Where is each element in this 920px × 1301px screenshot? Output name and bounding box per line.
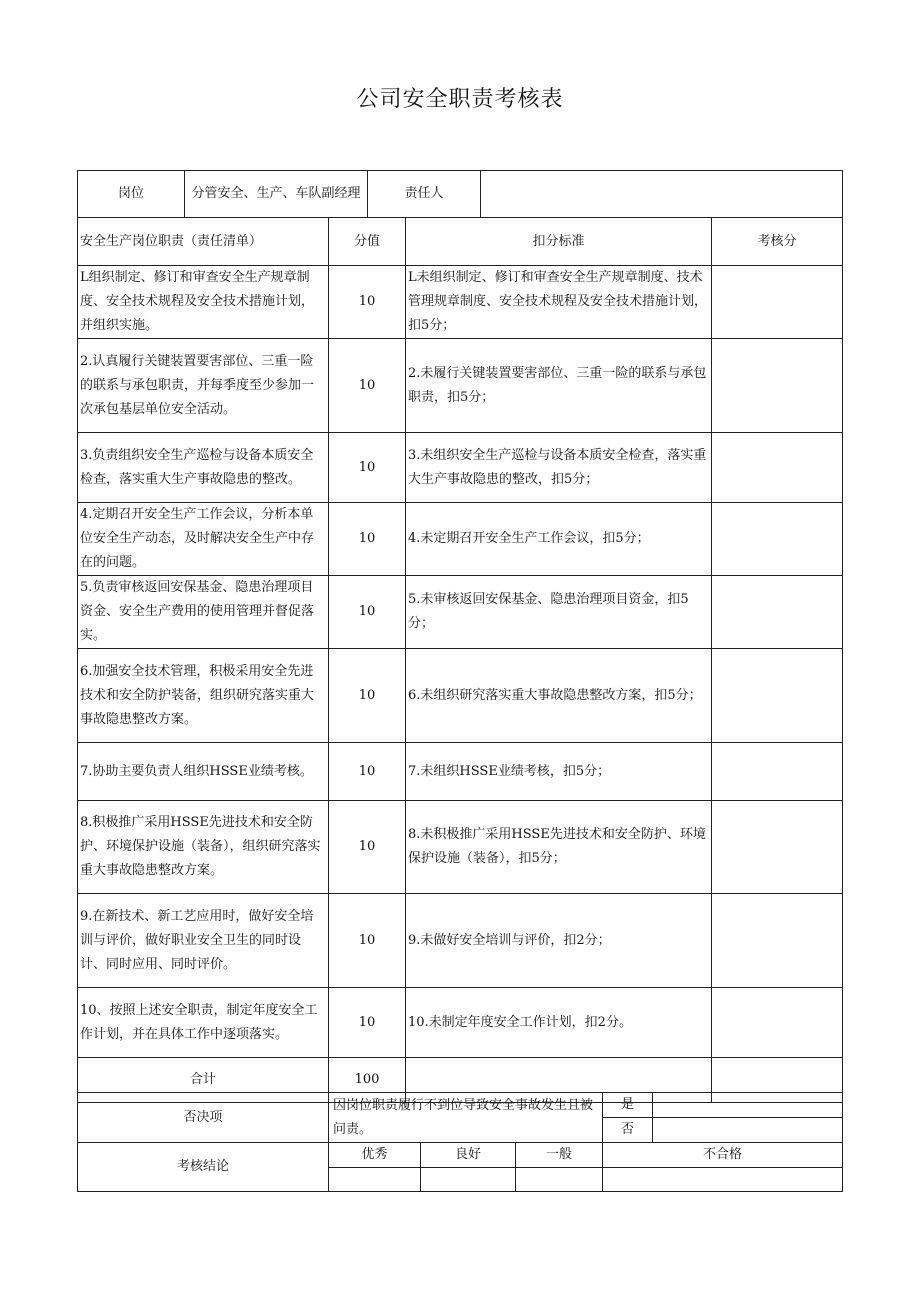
column-header-assessment: 考核分 [712,218,843,266]
deduction-cell: 5.未审核返回安保基金、隐患治理项目资金，扣5分； [406,576,712,649]
page-title: 公司安全职责考核表 [356,87,564,112]
deduction-cell: L未组织制定、修订和审查安全生产规章制度、技术管理规章制度、安全技术规程及安全技术措施计划，扣5分； [406,266,712,339]
table-row [78,801,843,894]
column-header-deduction: 扣分标准 [406,218,712,266]
duty-cell: L组织制定、修订和审查安全生产规章制度、安全技术规程及安全技术措施计划，并组织实施。 [78,266,329,339]
post-label: 岗位 [78,171,185,218]
score-cell: 10 [329,743,406,801]
score-cell: 10 [329,433,406,503]
duty-cell: 9.在新技术、新工艺应用时，做好安全培训与评价，做好职业安全卫生的同时设计、同时应用、同时评价。 [78,894,329,988]
duty-cell: 4.定期召开安全生产工作会议，分析本单位安全生产动态，及时解决安全生产中存在的问题。 [78,503,329,576]
conclusion-option-average: 一般 [516,1143,603,1168]
deduction-cell: 4.未定期召开安全生产工作会议，扣5分； [406,503,712,576]
score-cell: 10 [329,988,406,1058]
column-header-duty: 安全生产岗位职责（责任清单） [78,218,329,266]
conclusion-box-excellent[interactable] [329,1168,421,1192]
table-row [78,339,843,433]
table-row [78,894,843,988]
assessment-cell[interactable] [712,503,843,576]
deduction-cell: 9.未做好安全培训与评价，扣2分； [406,894,712,988]
score-cell: 10 [329,801,406,894]
conclusion-box-good[interactable] [421,1168,516,1192]
score-cell: 10 [329,266,406,339]
conclusion-option-good: 良好 [421,1143,516,1168]
veto-yes-label: 是 [603,1093,653,1118]
assessment-cell[interactable] [712,988,843,1058]
conclusion-option-excellent: 优秀 [329,1143,421,1168]
table-row [78,503,843,576]
assessment-cell[interactable] [712,433,843,503]
score-cell: 10 [329,503,406,576]
assessment-cell[interactable] [712,649,843,743]
conclusion-table [77,1092,843,1192]
veto-label: 否决项 [78,1093,329,1143]
post-value: 分管安全、生产、车队副经理 [185,171,368,218]
column-header-score: 分值 [329,218,406,266]
assessment-cell[interactable] [712,894,843,988]
duty-cell: 10、按照上述安全职责，制定年度安全工作计划，并在具体工作中逐项落实。 [78,988,329,1058]
veto-text: 因岗位职责履行不到位导致安全事故发生且被问责。 [329,1093,603,1143]
score-cell: 10 [329,339,406,433]
assessment-cell[interactable] [712,576,843,649]
deduction-cell: 2.未履行关键装置要害部位、三重一险的联系与承包职责，扣5分； [406,339,712,433]
assessment-cell[interactable] [712,266,843,339]
header-table [77,170,843,218]
conclusion-box-fail[interactable] [603,1168,843,1192]
duty-cell: 2.认真履行关键装置要害部位、三重一险的联系与承包职责，并每季度至少参加一次承包基层单位安全活动。 [78,339,329,433]
deduction-cell: 3.未组织安全生产巡检与设备本质安全检查，落实重大生产事故隐患的整改，扣5分； [406,433,712,503]
veto-no-label: 否 [603,1118,653,1143]
deduction-cell: 6.未组织研究落实重大事故隐患整改方案，扣5分； [406,649,712,743]
table-row [78,266,843,339]
duties-table [77,217,843,1103]
duty-cell: 6.加强安全技术管理，积极采用安全先进技术和安全防护装备，组织研究落实重大事故隐患整改方案。 [78,649,329,743]
conclusion-label: 考核结论 [78,1143,329,1192]
table-row [78,743,843,801]
duty-cell: 7.协助主要负责人组织HSSE业绩考核。 [78,743,329,801]
score-cell: 10 [329,894,406,988]
assessment-cell[interactable] [712,339,843,433]
duty-cell: 5.负责审核返回安保基金、隐患治理项目资金、安全生产费用的使用管理并督促落实。 [78,576,329,649]
deduction-cell: 8.未积极推广采用HSSE先进技术和安全防护、环境保护设施（装备），扣5分； [406,801,712,894]
score-cell: 10 [329,576,406,649]
owner-value[interactable] [481,171,843,218]
veto-no-box[interactable] [653,1118,843,1143]
score-cell: 10 [329,649,406,743]
duty-cell: 8.积极推广采用HSSE先进技术和安全防护、环境保护设施（装备），组织研究落实重大事故隐患整改方案。 [78,801,329,894]
conclusion-option-fail: 不合格 [603,1143,843,1168]
deduction-cell: 7.未组织HSSE业绩考核，扣5分； [406,743,712,801]
deduction-cell: 10.未制定年度安全工作计划，扣2分。 [406,988,712,1058]
assessment-cell[interactable] [712,801,843,894]
owner-label: 责任人 [368,171,481,218]
veto-yes-box[interactable] [653,1093,843,1118]
table-row [78,988,843,1058]
table-row [78,433,843,503]
duty-cell: 3.负责组织安全生产巡检与设备本质安全检查，落实重大生产事故隐患的整改。 [78,433,329,503]
table-row [78,649,843,743]
assessment-cell[interactable] [712,743,843,801]
table-row [78,576,843,649]
conclusion-box-average[interactable] [516,1168,603,1192]
total-score: 100 [329,1058,406,1103]
total-label: 合计 [78,1058,329,1103]
